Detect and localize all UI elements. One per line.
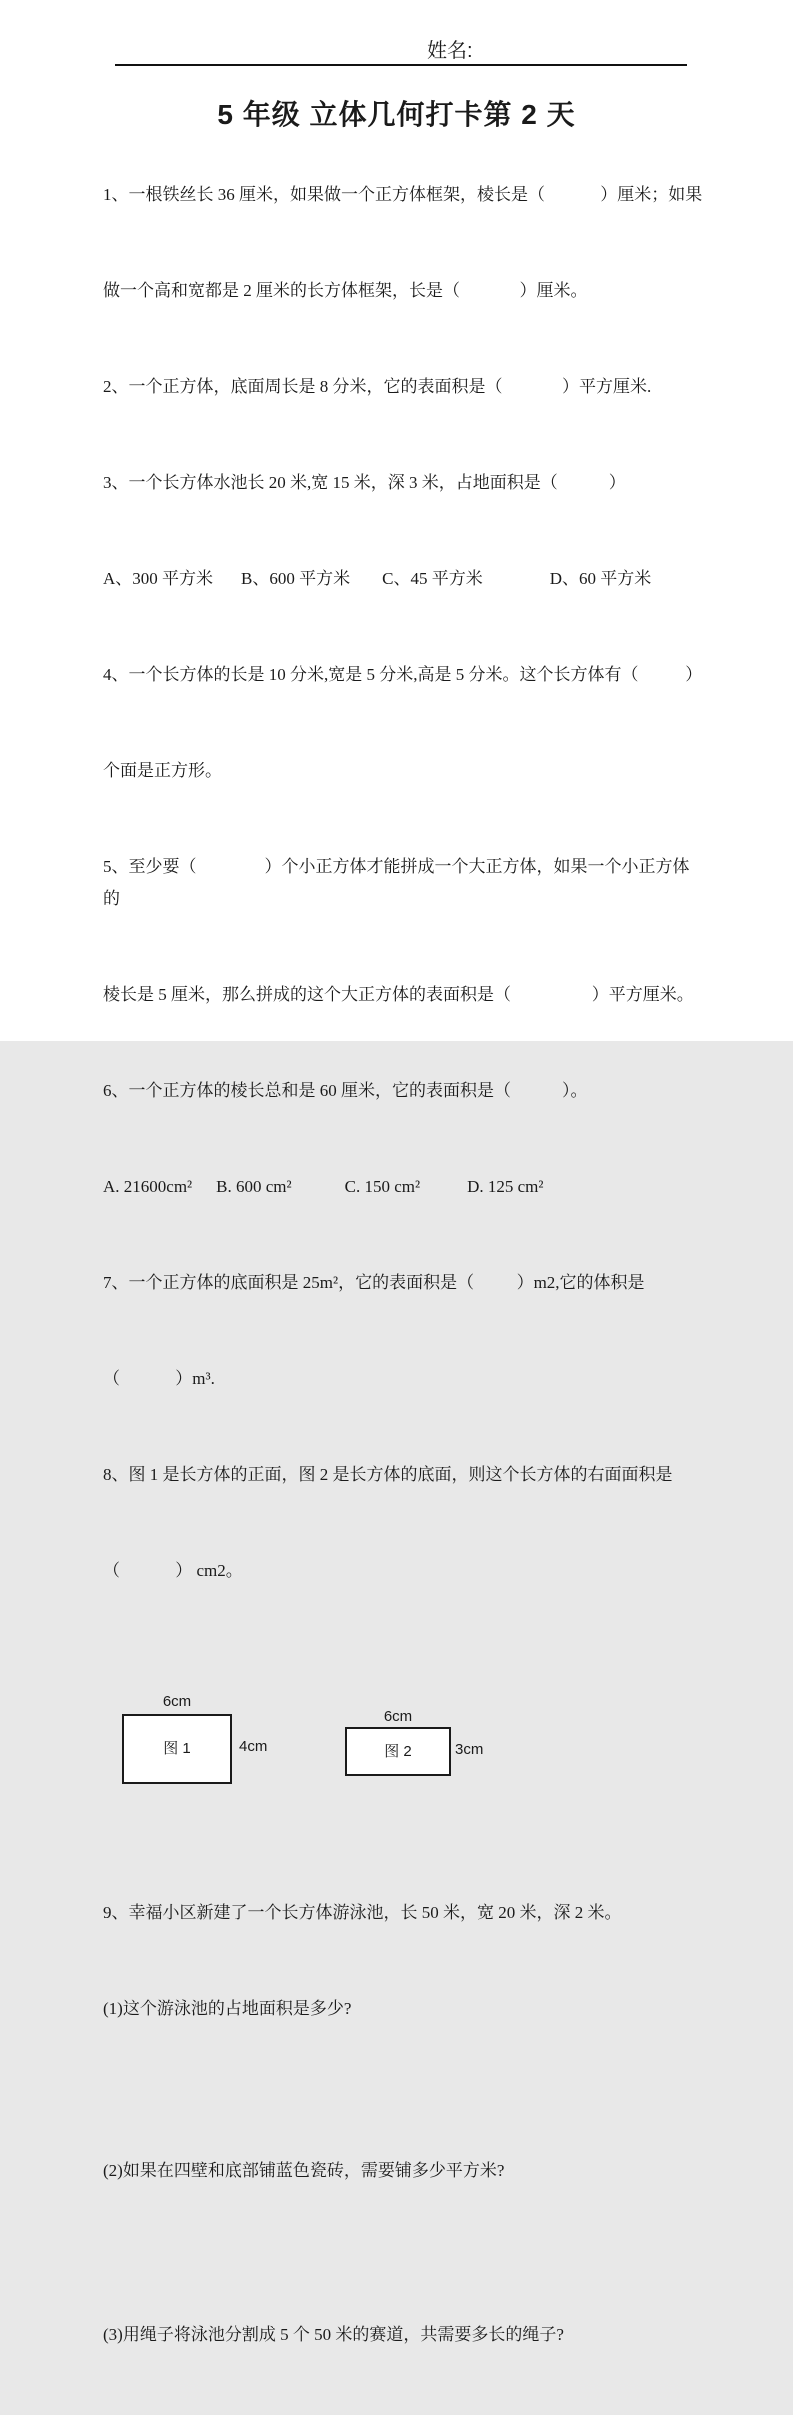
name-label: 姓名: [427,40,473,62]
worksheet-body [103,115,703,2415]
figure-1-label: 图 1 [163,1740,191,1757]
q3-option-c: C、45 平方米 [382,569,483,588]
q6-options-row [103,1171,703,1203]
q7-line2: （ ）m³. [103,1369,215,1388]
name-fill-line [115,64,687,66]
q5-line2: 棱长是 5 厘米，那么拼成的这个大正方体的表面积是（ ）平方厘米。 [103,985,694,1004]
figure-1-rect [122,1714,232,1784]
q9-sub1: (1)这个游泳池的占地面积是多少? [103,1999,352,2018]
q3-line1: 3、一个长方体水池长 20 米,宽 15 米，深 3 米，占地面积是（ ） [103,473,626,492]
q7-line1: 7、一个正方体的底面积是 25m²，它的表面积是（ ）m2,它的体积是 [103,1273,645,1292]
q8-line2: （ ） cm2。 [103,1561,243,1580]
q6-option-d: D. 125 cm² [467,1177,544,1196]
figure-2-rect [345,1727,451,1776]
q8-figures [103,1683,703,1801]
q3-option-d: D、60 平方米 [549,569,652,588]
figure-2-width-label: 6cm [383,1708,413,1725]
q3-option-b: B、600 平方米 [241,569,351,588]
q6-option-b: B. 600 cm² [216,1177,292,1196]
q5-line1: 5、至少要（ ）个小正方体才能拼成一个大正方体，如果一个小正方体的 [103,857,690,908]
q2-line1: 2、一个正方体，底面周长是 8 分米，它的表面积是（ ）平方厘米. [103,377,652,396]
q6-option-a: A. 21600cm² [103,1177,193,1196]
page-title: 5 年级 立体几何打卡第 2 天 [217,98,576,130]
q8-line1: 8、图 1 是长方体的正面，图 2 是长方体的底面，则这个长方体的右面面积是 [103,1465,673,1484]
q6-option-c: C. 150 cm² [344,1177,421,1196]
figure-1-width-label: 6cm [162,1693,192,1710]
q9-sub3: (3)用绳子将泳池分割成 5 个 50 米的赛道，共需要多长的绳子? [103,2325,564,2344]
q3-options-row [103,563,703,595]
q9-sub2: (2)如果在四壁和底部铺蓝色瓷砖，需要铺多少平方米? [103,2161,505,2180]
q9-line1: 9、幸福小区新建了一个长方体游泳池，长 50 米，宽 20 米，深 2 米。 [103,1903,622,1922]
figure-2-height-label: 3cm [455,1741,484,1758]
q4-line1: 4、一个长方体的长是 10 分米,宽是 5 分米,高是 5 分米。这个长方体有（ ） [103,665,703,684]
q1-line2: 做一个高和宽都是 2 厘米的长方体框架，长是（ ）厘米。 [103,281,588,300]
q6-line1: 6、一个正方体的棱长总和是 60 厘米，它的表面积是（ ）。 [103,1081,588,1100]
q4-line2: 个面是正方形。 [103,761,222,780]
figure-1-height-label: 4cm [239,1738,268,1755]
q1-line1: 1、一根铁丝长 36 厘米，如果做一个正方体框架，棱长是（ ）厘米；如果 [103,185,703,204]
figure-2-label: 图 2 [384,1742,412,1760]
q3-option-a: A、300 平方米 [103,569,214,588]
